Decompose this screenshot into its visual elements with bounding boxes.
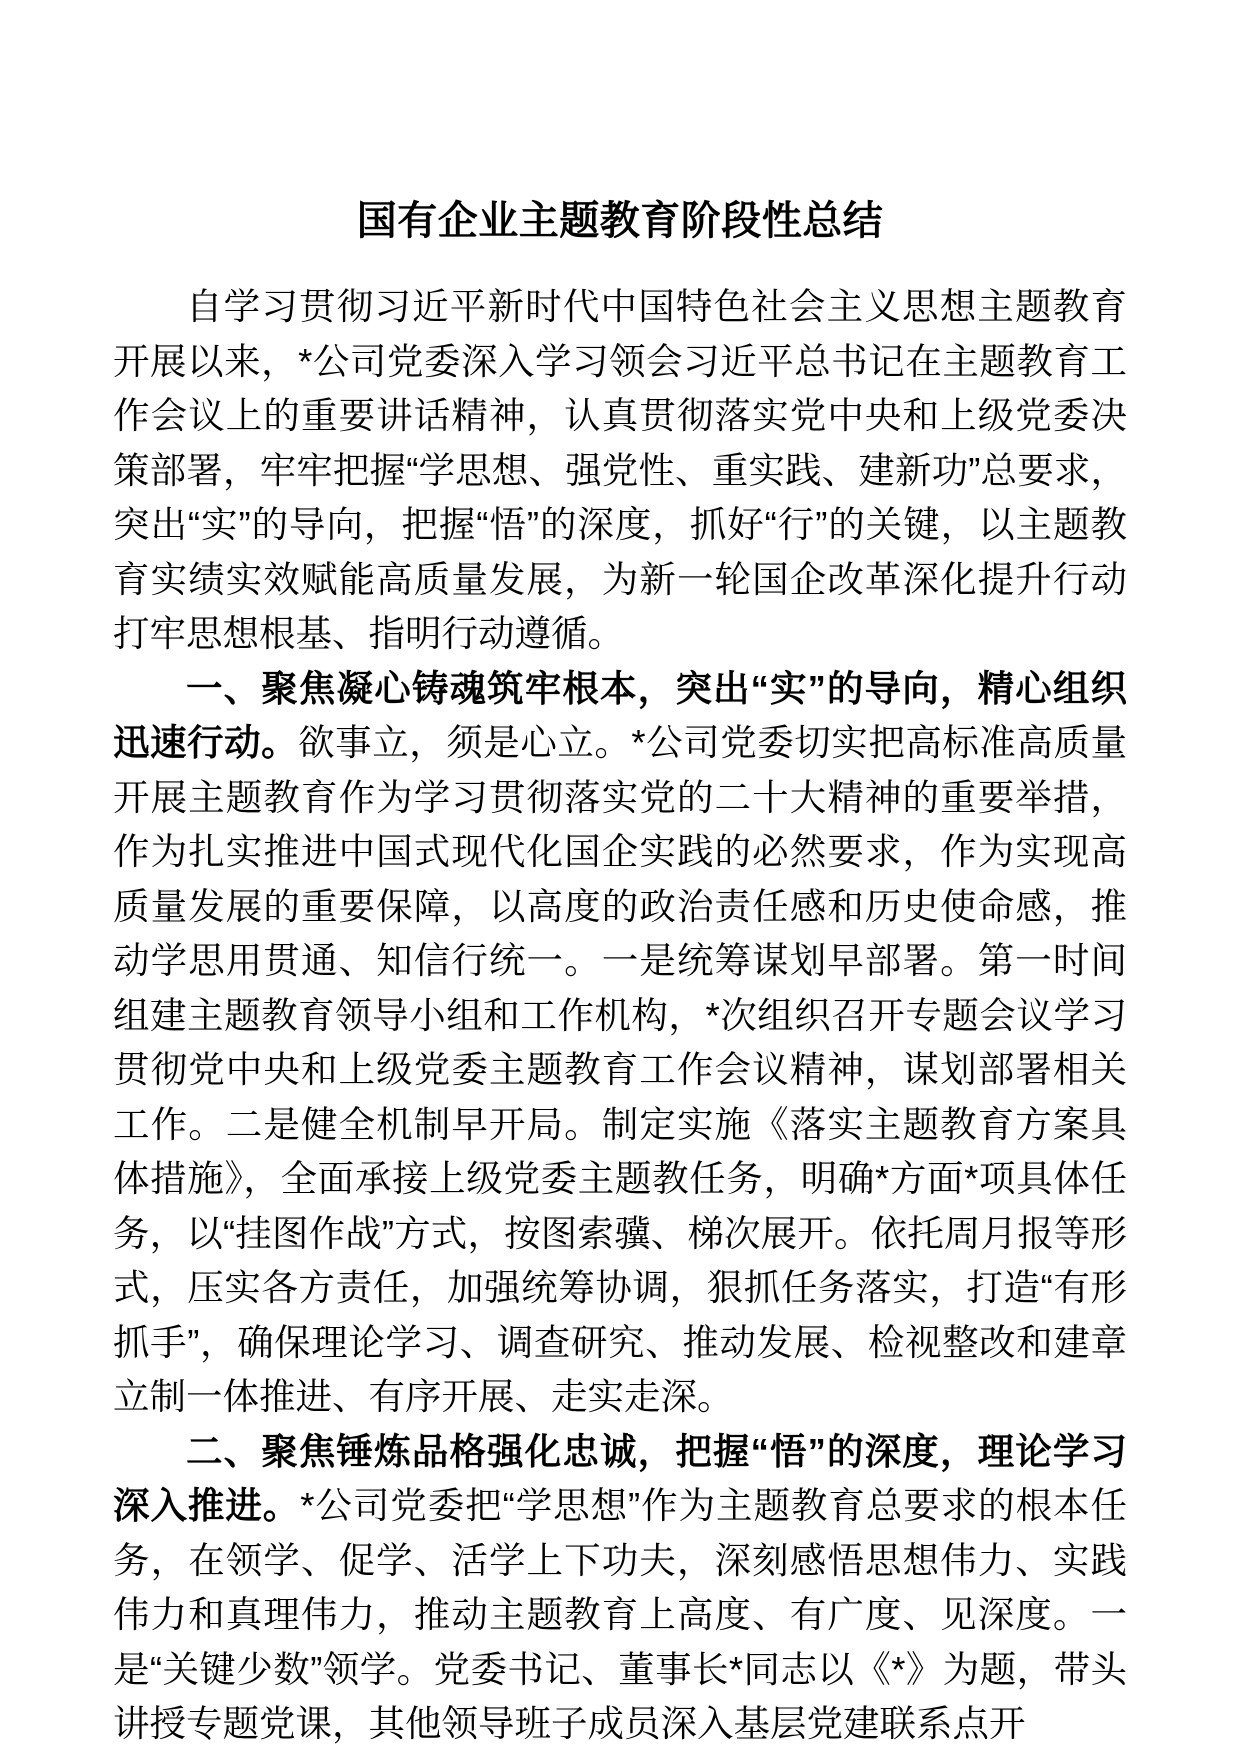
paragraph-run-text: 自学习贯彻习近平新时代中国特色社会主义思想主题教育开展以来，*公司党委深入学习领会习近平总书记在主题教育工作会议上的重要讲话精神，认真贯彻落实党中央和上级党委决策部署，牢牢把握“学思想、强党性、重实践、建新功”总要求，突出“实”的导向，把握“悟”的深度，抓好“行”的关键，以主题教育实绩实效赋能高质量发展，为新一轮国企改革深化提升行动打牢思想根基、指明行动遵循。 <box>113 286 1127 654</box>
paragraph-section-one <box>113 662 1127 1425</box>
paragraph-intro <box>113 280 1127 662</box>
paragraph-section-two <box>113 1425 1127 1752</box>
paragraph-run-text: 欲事立，须是心立。*公司党委切实把高标准高质量开展主题教育作为学习贯彻落实党的二十大精神的重要举措，作为扎实推进中国式现代化国企实践的必然要求，作为实现高质量发展的重要保障，以高度的政治责任感和历史使命感，推动学思用贯通、知信行统一。一是统筹谋划早部署。第一时间组建主题教育领导小组和工作机构，*次组织召开专题会议学习贯彻党中央和上级党委主题教育工作会议精神，谋划部署相关工作。二是健全机制早开局。制定实施《落实主题教育方案具体措施》，全面承接上级党委主题教任务，明确*方面*项具体任务，以“挂图作战”方式，按图索骥、梯次展开。依托周月报等形式，压实各方责任，加强统筹协调，狠抓任务落实，打造“有形抓手”，确保理论学习、调查研究、推动发展、检视整改和建章立制一体推进、有序开展、走实走深。 <box>113 722 1127 1417</box>
paragraph-run-text: *公司党委把“学思想”作为主题教育总要求的根本任务，在领学、促学、活学上下功夫，深刻感悟思想伟力、实践伟力和真理伟力，推动主题教育上高度、有广度、见深度。一是“关键少数”领学。党委书记、董事长*同志以《*》为题，带头讲授专题党课，其他领导班子成员深入基层党建联系点开 <box>113 1485 1127 1744</box>
section-heading-two: 二、聚焦锤炼品格强化忠诚，把握“悟”的深度，理论学习深入推进。 <box>113 1430 1127 1526</box>
section-heading-one: 一、聚焦凝心铸魂筑牢根本，突出“实”的导向，精心组织迅速行动。 <box>113 667 1127 763</box>
page-title: 国有企业主题教育阶段性总结 <box>356 199 884 243</box>
